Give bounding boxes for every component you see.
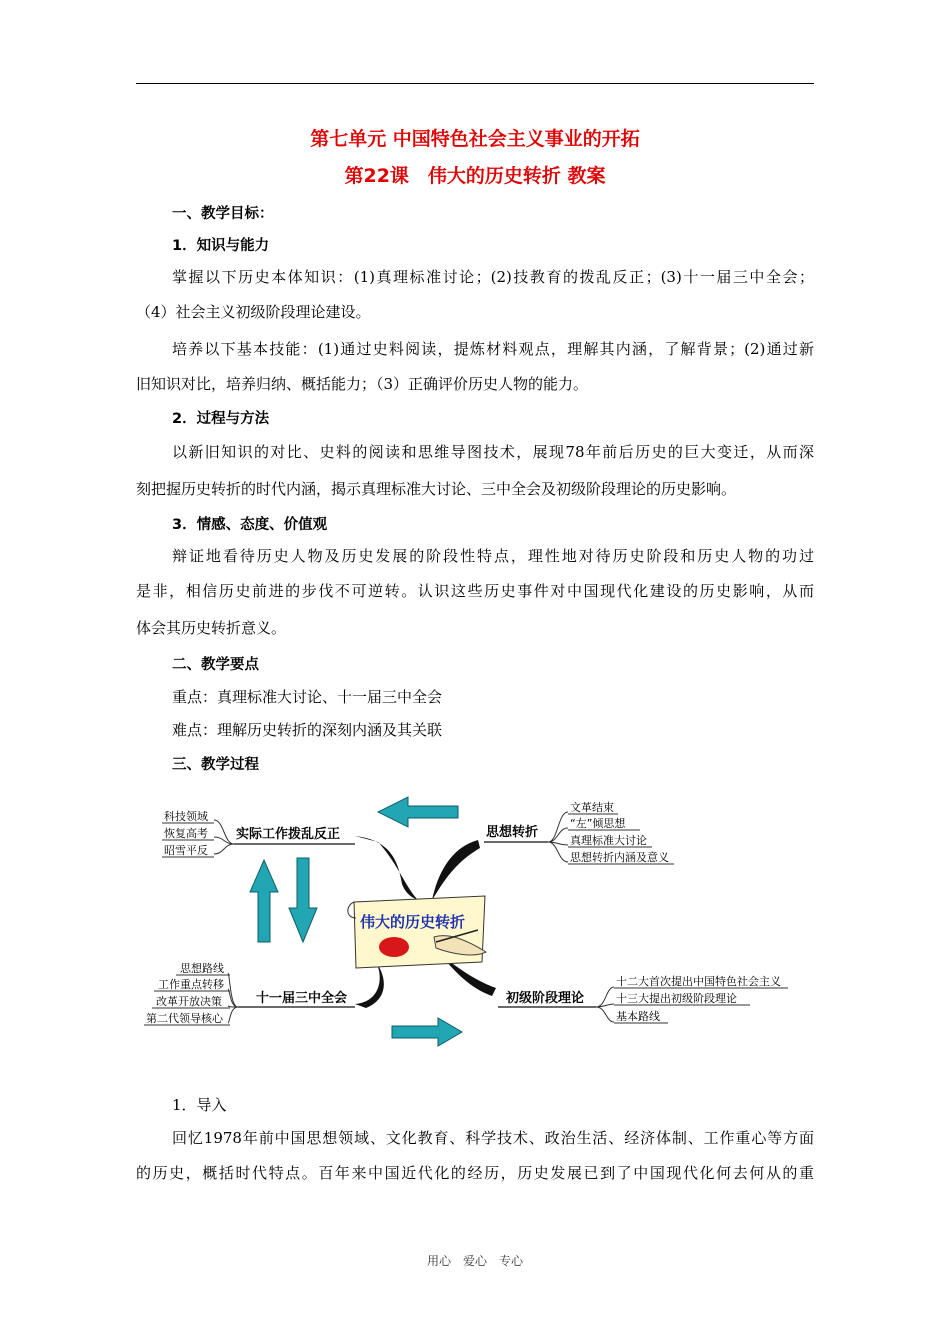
lesson-title: 第22课 伟大的历史转折 教案 bbox=[344, 165, 606, 187]
leaf-connector bbox=[548, 812, 568, 862]
connector-bottom-left bbox=[355, 962, 384, 1008]
subsection-intro: 1．导入 bbox=[172, 1096, 227, 1114]
leaf-item: 工作重点转移 bbox=[158, 978, 224, 991]
leaf-item: 昭雪平反 bbox=[164, 844, 208, 857]
leaf-item: 思想路线 bbox=[180, 962, 224, 975]
branch-label-practical-work: 实际工作拨乱反正 bbox=[236, 827, 341, 842]
leaf-item: 思想转折内涵及意义 bbox=[570, 851, 669, 864]
leaf-item: 十三大提出初级阶段理论 bbox=[616, 992, 737, 1005]
paragraph-values-2: 是非，相信历史前进的步伐不可逆转。认识这些历史事件对中国现代化建设的历史影响，从而 bbox=[136, 582, 814, 600]
paragraph-skills-1: 培养以下基本技能：(1)通过史料阅读，提炼材料观点，理解其内涵，了解背景；(2)通过新 bbox=[172, 340, 814, 358]
branch-label-primary-stage: 初级阶段理论 bbox=[506, 991, 585, 1006]
page-footer: 用心 爱心 专心 bbox=[426, 1254, 523, 1268]
section-process: 三、教学过程 bbox=[172, 757, 259, 773]
red-blot bbox=[379, 937, 409, 957]
arrow-down bbox=[289, 858, 317, 942]
center-label: 伟大的历史转折 bbox=[360, 913, 466, 931]
paragraph-intro-1: 回忆1978年前中国思想领域、文化教育、科学技术、政治生活、经济体制、工作重心等方面 bbox=[172, 1129, 814, 1147]
header-rule bbox=[136, 83, 814, 84]
leaf-item: 基本路线 bbox=[616, 1010, 660, 1023]
connector-top-left bbox=[355, 836, 418, 900]
arrow-bottom-right bbox=[392, 1018, 462, 1046]
paragraph-process-1: 以新旧知识的对比、史料的阅读和思维导图技术，展现78年前后历史的巨大变迁，从而深 bbox=[172, 443, 814, 461]
leaf-connector bbox=[228, 973, 238, 1023]
branch-label-thought: 思想转折 bbox=[486, 825, 539, 840]
leaf-connector bbox=[596, 987, 614, 1022]
paragraph-process-2: 刻把握历史转折的时代内涵，揭示真理标准大讨论、三中全会及初级阶段理论的历史影响。 bbox=[136, 480, 737, 498]
center-card bbox=[354, 896, 485, 968]
leaf-item: 文革结束 bbox=[570, 801, 614, 814]
section-objectives: 一、教学目标： bbox=[172, 206, 274, 222]
leaf-item: 改革开放决策 bbox=[156, 995, 222, 1008]
leaf-item: 真理标准大讨论 bbox=[570, 834, 647, 847]
leaf-item: “左”倾思想 bbox=[570, 817, 626, 830]
leaf-item: 第二代领导核心 bbox=[146, 1012, 223, 1025]
subsection-values: 3．情感、态度、价值观 bbox=[172, 517, 328, 533]
paragraph-knowledge-1: 掌握以下历史本体知识：(1)真理标准讨论；(2)技教育的拨乱反正；(3)十一届三中全会； bbox=[172, 268, 814, 286]
subsection-knowledge: 1．知识与能力 bbox=[172, 238, 270, 254]
key-point: 重点：真理标准大讨论、十一届三中全会 bbox=[172, 688, 443, 706]
paragraph-values-3: 体会其历史转折意义。 bbox=[136, 619, 287, 637]
section-key-points: 二、教学要点 bbox=[172, 657, 259, 673]
paragraph-values-1: 辩证地看待历史人物及历史发展的阶段性特点，理性地对待历史阶段和历史人物的功过 bbox=[172, 547, 814, 565]
paragraph-knowledge-2: （4）社会主义初级阶段理论建设。 bbox=[136, 303, 371, 321]
mind-map-diagram bbox=[140, 792, 800, 1054]
leaf-item: 恢复高考 bbox=[164, 827, 208, 840]
leaf-item: 科技领域 bbox=[164, 810, 208, 823]
unit-title: 第七单元 中国特色社会主义事业的开拓 bbox=[310, 128, 640, 150]
subsection-process: 2．过程与方法 bbox=[172, 411, 270, 427]
difficult-point: 难点：理解历史转折的深刻内涵及其关联 bbox=[172, 721, 443, 739]
paragraph-skills-2: 旧知识对比，培养归纳、概括能力；（3）正确评价历史人物的能力。 bbox=[136, 375, 589, 393]
leaf-item: 十二大首次提出中国特色社会主义 bbox=[616, 975, 781, 988]
branch-label-third-plenum: 十一届三中全会 bbox=[256, 991, 348, 1006]
arrow-top-left bbox=[378, 797, 458, 827]
leaf-connector bbox=[214, 820, 234, 854]
connector-top-right bbox=[432, 840, 480, 900]
paragraph-intro-2: 的历史，概括时代特点。百年来中国近代化的经历，历史发展已到了中国现代化何去何从的重 bbox=[136, 1164, 814, 1182]
arrow-up bbox=[250, 860, 278, 942]
